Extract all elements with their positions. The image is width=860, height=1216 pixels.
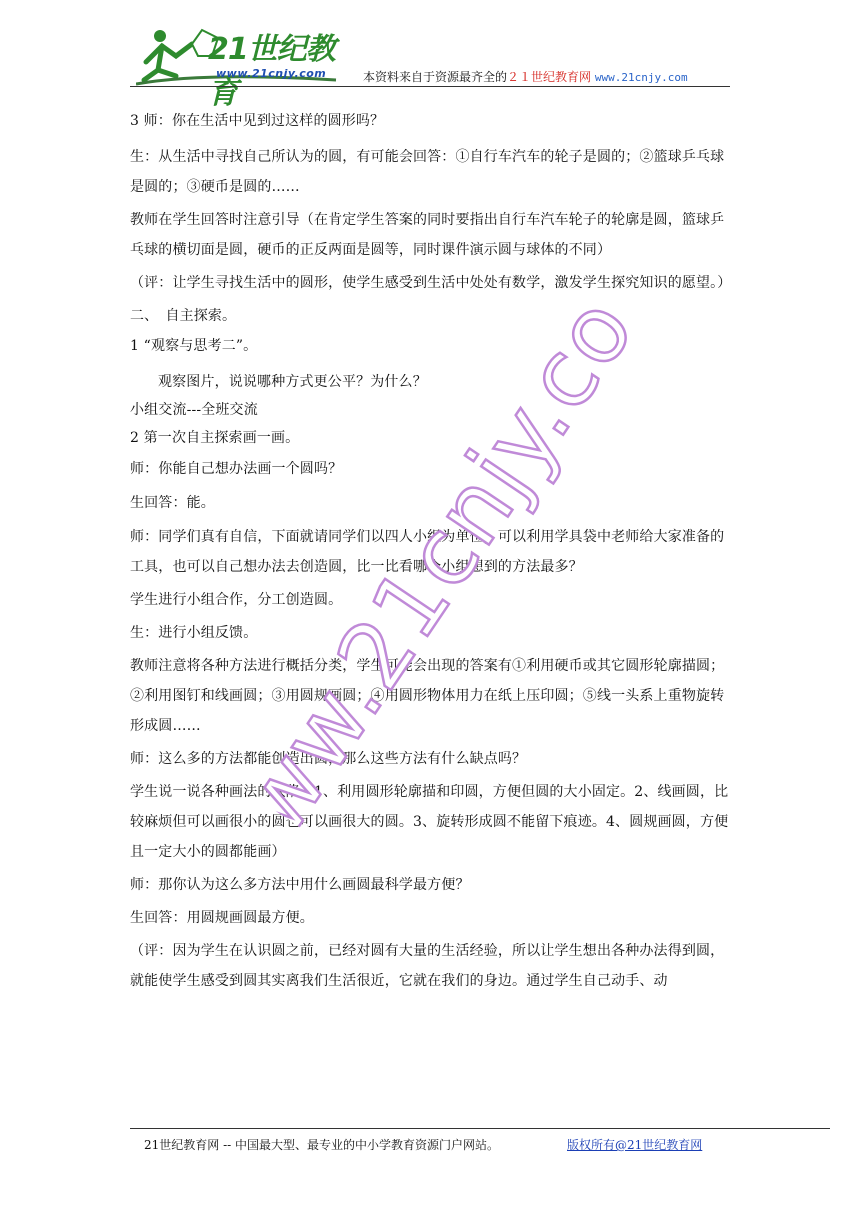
paragraph: 学生说一说各种画法的缺陷。1、利用圆形轮廓描和印圆，方便但圆的大小固定。2、线画圆，比较麻烦但可以画很小的圆也可以画很大的圆。3、旋转形成圆不能留下痕迹。4、圆规画圆，方便且一定大小的圆都能画） <box>130 784 729 860</box>
paragraph: 教师注意将各种方法进行概括分类，学生可能会出现的答案有①利用硬币或其它圆形轮廓描圆；②利用图钉和线画圆；③用圆规画圆；④用圆形物体用力在纸上压印圆；⑤线一头系上重物旋转形成圆…… <box>130 658 725 734</box>
paragraph: 2 第一次自主探索画一画。 <box>130 430 300 446</box>
paragraph: 3 师：你在生活中见到过这样的圆形吗？ <box>130 113 385 129</box>
paragraph: （评：让学生寻找生活中的圆形，使学生感受到生活中处处有数学，激发学生探究知识的愿望。） <box>130 275 732 291</box>
paragraph: 生：从生活中寻找自己所认为的圆，有可能会回答：①自行车汽车的轮子是圆的；②篮球乒乓球是圆的；③硬币是圆的…… <box>130 149 725 195</box>
paragraph: 生回答：用圆规画圆最方便。 <box>130 910 314 926</box>
page-header <box>130 18 730 111</box>
footer-divider <box>130 1128 830 1129</box>
paragraph: 教师在学生回答时注意引导（在肯定学生答案的同时要指出自行车汽车轮子的轮廓是圆，篮球乒乓球的横切面是圆，硬币的正反两面是圆等，同时课件演示圆与球体的不同） <box>130 212 725 258</box>
paragraph: 师：这么多的方法都能创造出圆，那么这些方法有什么缺点吗？ <box>130 751 527 767</box>
paragraph: 1 “观察与思考二”。 <box>130 338 258 354</box>
document-body <box>130 106 730 996</box>
watermark-text: www.21cnjy.com <box>222 277 658 843</box>
section-heading: 二、 自主探索。 <box>130 308 237 324</box>
header-url-link[interactable]: www.21cnjy.com <box>594 71 688 84</box>
header-site-link[interactable]: ２１世纪教育网 <box>507 70 592 84</box>
footer-text: 21世纪教育网 -- 中国最大型、最专业的中小学教育资源门户网站。 <box>144 1138 500 1152</box>
paragraph: 生：进行小组反馈。 <box>130 625 258 641</box>
paragraph: 师：那你认为这么多方法中用什么画圆最科学最方便？ <box>130 877 470 893</box>
header-note-prefix: 本资料来自于资源最齐全的 <box>363 70 508 84</box>
paragraph: 师：同学们真有自信，下面就请同学们以四人小组为单位，可以利用学具袋中老师给大家准备的工具，也可以自己想办法去创造圆，比一比看哪个小组想到的方法最多？ <box>130 529 725 575</box>
paragraph: 小组交流---全班交流 <box>130 402 258 418</box>
header-note <box>363 68 688 85</box>
copyright-link[interactable]: 版权所有@21世纪教育网 <box>567 1138 703 1152</box>
paragraph: 学生进行小组合作，分工创造圆。 <box>130 592 343 608</box>
header-divider <box>130 86 730 87</box>
site-logo[interactable] <box>136 22 346 111</box>
paragraph: （评：因为学生在认识圆之前，已经对圆有大量的生活经验，所以让学生想出各种办法得到圆，就能使学生感受到圆其实离我们生活很近，它就在我们的身边。通过学生自己动手、动 <box>130 943 725 989</box>
logo-url: www.21cnjy.com <box>216 67 327 80</box>
paragraph: 观察图片，说说哪种方式更公平？为什么？ <box>158 374 427 390</box>
logo-text: 21世纪教育 <box>208 32 335 111</box>
paragraph: 师：你能自己想办法画一个圆吗？ <box>130 461 343 477</box>
paragraph: 生回答：能。 <box>130 495 215 511</box>
